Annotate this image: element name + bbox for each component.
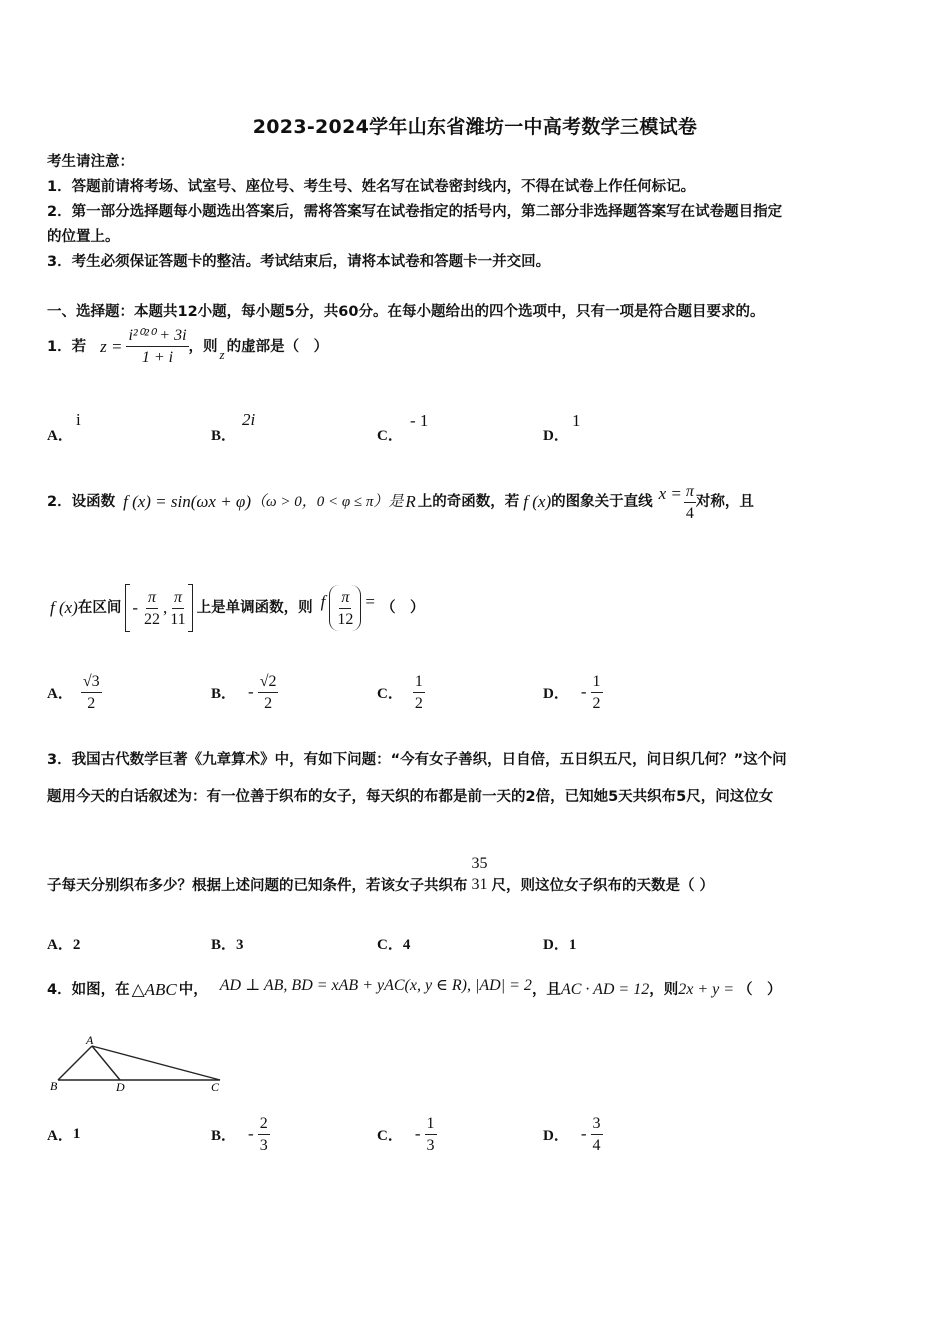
notice-item-2: 2．第一部分选择题每小题选出答案后，需将答案写在试卷指定的括号内，第二部分非选择题答案写在试卷题目指定	[47, 204, 783, 220]
q1-option-a-value: i	[76, 410, 81, 429]
q2-R: R	[405, 492, 416, 511]
notice-heading: 考生请注意：	[47, 154, 134, 170]
label-b: B	[50, 1079, 58, 1093]
q2-condition: （ω > 0，0 < φ ≤ π）是	[251, 494, 404, 510]
q1-option-b-value: 2i	[242, 410, 256, 429]
page-title: 2023-2024学年山东省潍坊一中高考数学三模试卷	[252, 116, 698, 138]
q3-line-2: 题用今天的白话叙述为：有一位善于织布的女子，每天织的布都是前一天的2倍，已知她5天共织布5尺，问这位女	[47, 789, 774, 805]
q4-text-2: ，则	[649, 982, 679, 998]
q4-option-b: B． - $\frac{2}{3}$	[211, 1114, 268, 1154]
q1-option-c: C．	[377, 428, 403, 444]
q1-option-d: D．	[543, 428, 569, 444]
q4-tail: （ ）	[738, 982, 782, 998]
q2-text-3: 对称，且	[695, 494, 754, 510]
notice-item-3: 3．考生必须保证答题卡的整洁。考试结束后，请将本试卷和答题卡一并交回。	[47, 254, 551, 270]
q2-argument: $\frac{\pi}{12}$	[329, 585, 361, 631]
q2-x-eq: x =	[658, 484, 682, 503]
q2-number: 2．设函数	[47, 494, 116, 510]
q4-condition: AD ⊥ AB, BD = xAB + yAC(x, y ∈ R), |AD| = 2	[219, 977, 532, 994]
q2-equals: =	[365, 592, 375, 611]
segment-ad	[92, 1046, 120, 1080]
q1-mid: ，则	[188, 338, 218, 355]
q2-fx: f (x)	[523, 492, 552, 511]
question-2-line-1	[47, 474, 754, 530]
label-a: A	[86, 1033, 94, 1047]
q1-z: z =	[100, 336, 123, 356]
notice-item-2-cont: 的位置上。	[47, 229, 120, 245]
q2-x-fraction: $\frac{\pi}{4}$	[685, 482, 694, 522]
q3-option-c: C．4	[377, 937, 411, 953]
q4-text-1: ，且	[531, 982, 561, 998]
q2-option-b: B． - $\frac{√2}{2}$	[211, 672, 277, 712]
label-d: D	[116, 1080, 125, 1094]
q4-option-c: C． - $\frac{1}{3}$	[377, 1114, 435, 1154]
q3-option-b: B．3	[211, 937, 244, 953]
section-heading: 一、选择题：本题共12小题，每小题5分，共60分。在每小题给出的四个选项中，只有一项是符合题目要求的。	[47, 304, 765, 320]
q1-frac-den: 1 + i	[141, 349, 174, 366]
q2-text-5: 上是单调函数，则	[196, 600, 313, 616]
q1-fraction	[126, 326, 188, 367]
q1-option-c-value: - 1	[410, 411, 429, 430]
q2-f: f	[320, 592, 326, 611]
q2-option-a: A． $\frac{√3}{2}$	[47, 672, 100, 712]
q1-z-sub: z	[219, 346, 225, 362]
q2-interval: - $\frac{\pi}{22}$ , $\frac{\pi}{11}$	[125, 584, 192, 632]
q2-text-4: 在区间	[77, 600, 122, 616]
q4-triangle-figure	[44, 1030, 234, 1098]
q4-number: 4．如图，在	[47, 982, 130, 998]
q1-option-a: A．	[47, 428, 73, 444]
segment-ac	[92, 1046, 220, 1080]
q4-dot-product: AC · AD = 12	[560, 981, 650, 998]
q3-option-d: D．1	[543, 937, 577, 953]
q2-fx-2: f (x)	[50, 598, 78, 617]
q1-option-b: B．	[211, 428, 237, 444]
q3-line-1: 3．我国古代数学巨著《九章算术》中，有如下问题：“今有女子善织，日自倍，五日织五尺，问日织几何？”这个问	[47, 752, 787, 768]
q2-option-d: D． - $\frac{1}{2}$	[543, 672, 601, 712]
q4-mid: 中，	[178, 982, 208, 998]
q3-line-3: 子每天分别织布多少？根据上述问题的已知条件，若该女子共织布 35 31 尺，则这位女子织布的天数是（ ）	[47, 855, 715, 894]
segment-ab	[58, 1046, 92, 1080]
question-2-line-2	[47, 580, 425, 636]
q4-triangle: △ABC	[131, 980, 177, 999]
q1-option-d-value: 1	[572, 411, 581, 430]
question-4	[47, 976, 782, 1004]
q2-option-c: C． $\frac{1}{2}$	[377, 672, 423, 712]
q4-expression: 2x + y =	[678, 981, 735, 998]
q2-text-2: 的图象关于直线	[551, 494, 653, 510]
question-1	[47, 326, 328, 367]
q2-text-1: 上的奇函数，若	[417, 494, 520, 510]
q1-tail: 的虚部是（ ）	[226, 338, 329, 355]
q4-option-a: A． 1	[47, 1125, 81, 1144]
q2-tail: （ ）	[381, 600, 425, 616]
q2-function: f (x) = sin(ωx + φ)	[123, 492, 251, 511]
q1-frac-num: i²⁰²⁰ + 3i	[126, 326, 188, 347]
q3-option-a: A．2	[47, 937, 81, 953]
q3-fraction: 35 31	[471, 855, 488, 893]
q4-option-d: D． - $\frac{3}{4}$	[543, 1114, 601, 1154]
label-c: C	[211, 1080, 220, 1094]
q1-number: 1．若	[47, 338, 87, 355]
notice-item-1: 1．答题前请将考场、试室号、座位号、考生号、姓名写在试卷密封线内，不得在试卷上作任何标记。	[47, 179, 696, 195]
